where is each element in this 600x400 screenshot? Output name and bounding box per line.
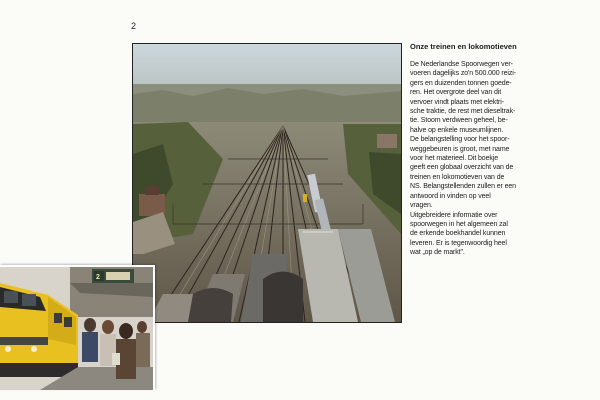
article-title: Onze treinen en lokomotieven xyxy=(410,42,517,51)
article-line: halve op enkele museumlijnen. xyxy=(410,126,504,134)
article-line: Uitgebreidere informatie over xyxy=(410,211,498,219)
article-line: vervoer vindt plaats met elektri- xyxy=(410,98,504,106)
article-line: spoorwegen in het algemeen zal xyxy=(410,220,508,228)
article-line: vragen. xyxy=(410,202,433,210)
article-line: de erkende boekhandel kunnen xyxy=(410,230,506,238)
article-line: De belangstelling voor het spoor- xyxy=(410,136,510,144)
article-line: voor het materieel. Dit boekje xyxy=(410,155,499,163)
article-line: De Nederlandse Spoorwegen ver- xyxy=(410,61,513,68)
article-body xyxy=(410,60,545,258)
article-line: weggebeuren is groot, met name xyxy=(410,145,510,153)
article-line: sche traktie, de rest met dieseltrak- xyxy=(410,108,516,116)
article-line: leveren. Er is tegenwoordig heel xyxy=(410,239,507,247)
article-line: gers en duizenden tonnen goede- xyxy=(410,79,512,87)
article-line: NS. Belangstellenden zullen er een xyxy=(410,183,516,191)
article-line: antwoord in vinden op veel xyxy=(410,192,491,200)
platform-sign-number: 2 xyxy=(96,274,100,281)
article-line: tie. Stoom verdween geheel, be- xyxy=(410,117,508,125)
article-line: voeren dagelijks zo'n 500.000 reizi- xyxy=(410,70,516,78)
article-line: ren. Het overgrote deel van dit xyxy=(410,89,502,97)
article xyxy=(410,42,545,258)
page-number: 2 xyxy=(131,21,137,31)
railway-yard-aerial-photo xyxy=(132,43,402,323)
train-platform-photo xyxy=(0,265,155,390)
article-line: treinen en lokomotieven van de xyxy=(410,173,505,181)
article-line: geeft een globaal overzicht van de xyxy=(410,164,514,172)
article-line: wat „op de markt". xyxy=(410,249,465,257)
